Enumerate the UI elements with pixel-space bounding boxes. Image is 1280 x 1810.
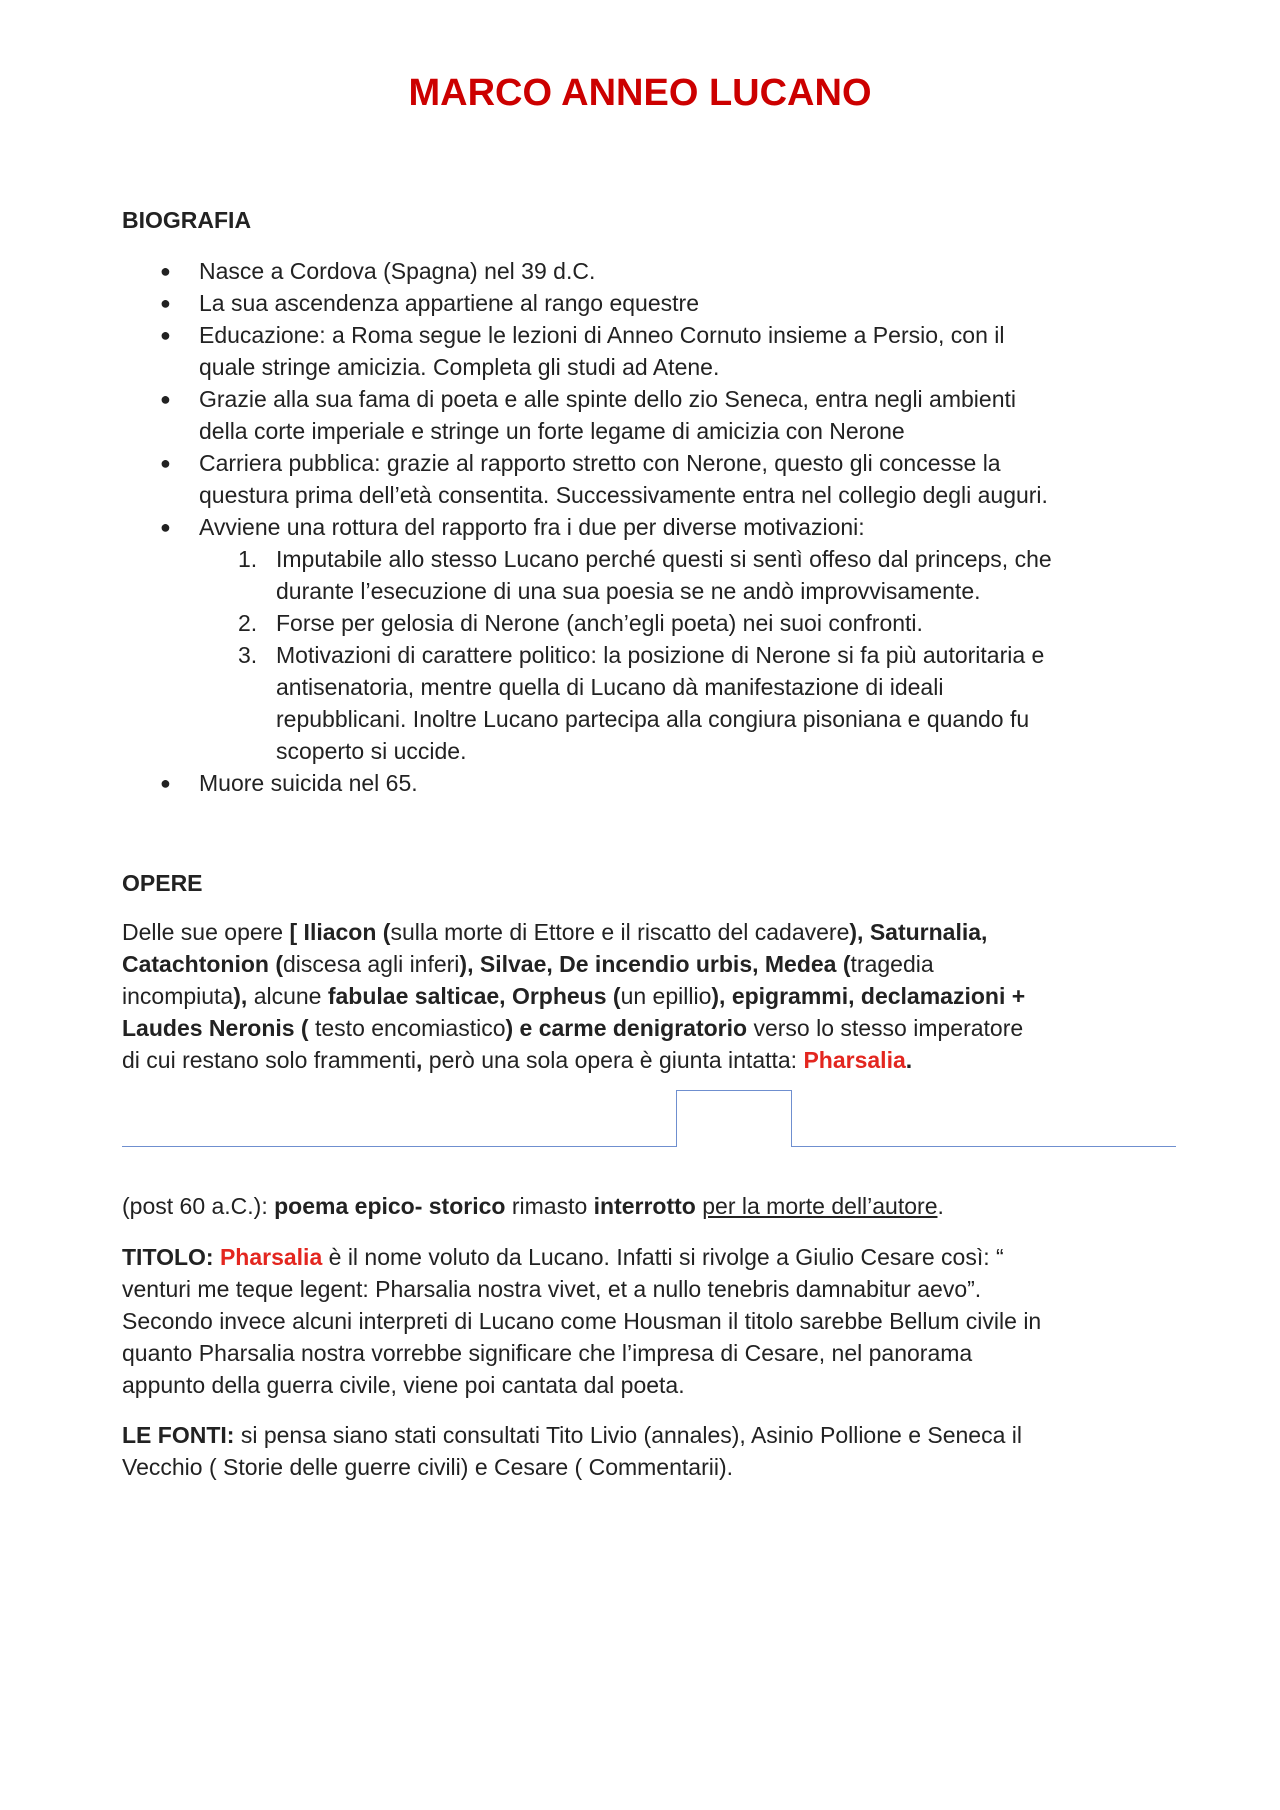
pharsalia-highlight: Pharsalia	[803, 1047, 906, 1073]
section-heading-opere: OPERE	[122, 870, 203, 896]
motivazioni-list	[199, 543, 1182, 767]
bullet-icon: ●	[160, 261, 171, 281]
list-item: ● Muore suicida nel 65.	[122, 767, 1182, 799]
pharsalia-intro: (post 60 a.C.): poema epico- storico rimasto interrotto per la morte dell’autore.	[122, 1193, 944, 1219]
pharsalia-highlight: Pharsalia	[219, 1244, 323, 1270]
list-item: ● Nasce a Cordova (Spagna) nel 39 d.C.	[122, 255, 1182, 287]
list-item: ● La sua ascendenza appartiene al rango equestre	[122, 287, 1182, 319]
numbered-item: 1. Imputabile allo stesso Lucano perché questi si sentì offeso dal princeps, che durante l’esecuzione di una sua poesia se ne andò improvvisamente.	[238, 546, 1052, 604]
bullet-icon: ●	[160, 517, 171, 537]
bullet-icon: ●	[160, 773, 171, 793]
fonti-paragraph: LE FONTI: si pensa siano stati consultati Tito Livio (annales), Asinio Pollione e Seneca il Vecchio ( Storie delle guerre civili) e Cesare ( Commentarii).	[122, 1422, 1022, 1480]
page-title: MARCO ANNEO LUCANO	[408, 72, 872, 114]
numbered-item: 2. Forse per gelosia di Nerone (anch’egli poeta) nei suoi confronti.	[238, 610, 923, 636]
list-item: ● Educazione: a Roma segue le lezioni di Anneo Cornuto insieme a Persio, con il quale stringe amicizia. Completa gli studi ad Atene.	[122, 319, 1182, 383]
bullet-icon: ●	[160, 389, 171, 409]
biografia-list	[122, 255, 1182, 799]
bullet-icon: ●	[160, 453, 171, 473]
titolo-paragraph: TITOLO: Pharsalia è il nome voluto da Lucano. Infatti si rivolge a Giulio Cesare così: “ venturi me teque legent: Pharsalia nostra vivet, et a nullo tenebris damnabitur aevo”. Secondo invece alcuni interpreti di Lucano come Housman il titolo sarebbe Bellum civile in quanto Pharsalia nostra vorrebbe significare che l’impresa di Cesare, nel panorama appunto della guerra civile, viene poi cantata dal poeta.	[122, 1244, 1042, 1398]
bullet-icon: ●	[160, 293, 171, 313]
list-item: ● Grazie alla sua fama di poeta e alle spinte dello zio Seneca, entra negli ambienti della corte imperiale e stringe un forte legame di amicizia con Nerone	[122, 383, 1182, 447]
list-item: ● Carriera pubblica: grazie al rapporto stretto con Nerone, questo gli concesse la questura prima dell’età consentita. Successivamente entra nel collegio degli auguri.	[122, 447, 1182, 511]
opere-paragraph: Delle sue opere [ Iliacon (sulla morte di Ettore e il riscatto del cadavere), Saturnalia, Catachtonion (discesa agli inferi), Silvae, De incendio urbis, Medea (tragedia incompiuta), alcune fabulae salticae, Orpheus (un epillio), epigrammi, declamazioni + Laudes Neronis ( testo encomiastico) e carme denigratorio verso lo stesso imperatore di cui restano solo frammenti, però una sola opera è giunta intatta: Pharsalia.	[122, 919, 1026, 1073]
list-item: ● Avviene una rottura del rapporto fra i due per diverse motivazioni: 1. Imputabile allo stesso Lucano perché questi si sentì offeso dal princeps, che durante l’esecuzione di una sua poesia se ne andò improvvisamente. 2. Forse per gelosia di Nerone (anch’egli poeta) nei suoi confronti. 3. Motivazioni di carattere politico: la posizione di Nerone si fa più autoritaria e antisenatoria, mentre quella di Lucano dà manifestazione di ideali repubblicani. Inoltre Lucano partecipa alla congiura pisoniana e quando fu scoperto si uccide.	[122, 511, 1182, 767]
bullet-icon: ●	[160, 325, 171, 345]
section-heading-biografia: BIOGRAFIA	[122, 207, 252, 233]
numbered-item: 3. Motivazioni di carattere politico: la posizione di Nerone si fa più autoritaria e antisenatoria, mentre quella di Lucano dà manifestazione di ideali repubblicani. Inoltre Lucano partecipa alla congiura pisoniana e quando fu scoperto si uccide.	[238, 642, 1045, 764]
